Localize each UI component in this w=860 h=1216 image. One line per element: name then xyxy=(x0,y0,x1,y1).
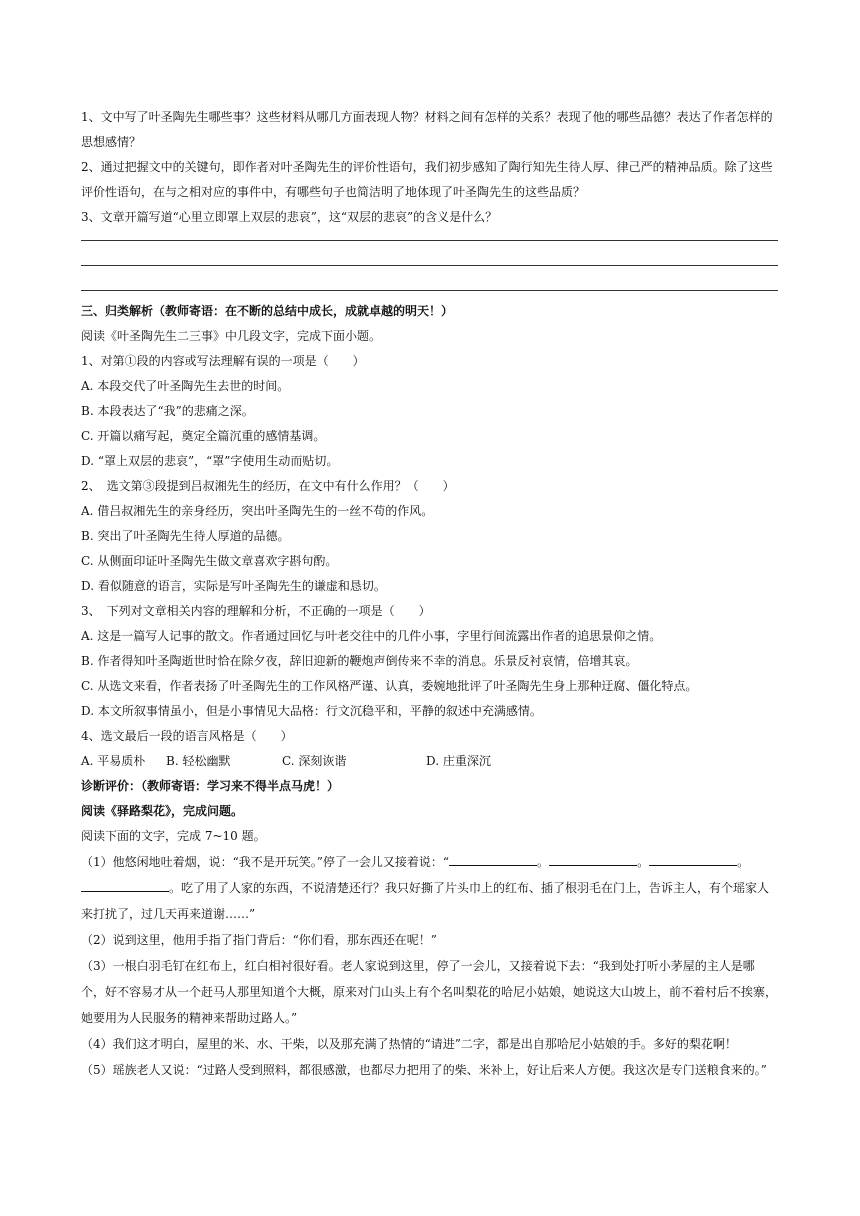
section-3-heading: 三、归类解析（教师寄语：在不断的总结中成长，成就卓越的明天！） xyxy=(81,304,454,318)
answer-line xyxy=(81,265,778,266)
passage-paragraph-4: （4）我们这才明白，屋里的米、水、干柴，以及那充满了热情的“请进”二字，都是出自那哈尼小姑娘的手。多好的梨花啊！ xyxy=(81,1037,737,1051)
mc-q4-option-c: C. 深刻诙谐 xyxy=(282,754,347,768)
answer-line xyxy=(81,240,778,241)
question-3: 3、文章开篇写道“心里立即罩上双层的悲哀”，这“双层的悲哀”的含义是什么？ xyxy=(81,210,498,224)
passage-paragraph-3: （3）一根白羽毛钉在红布上，红白相衬很好看。老人家说到这里，停了一会儿，又接着说下去：“我到处打听小茅屋的主人是哪个，好不容易才从一个赶马人那里知道个大概，原来对门山头上有个名叫梨花的哈尼小姑娘，她说这大山坡上，前不着村后不挨寨，她要用为人民服务的精神来帮助过路人。” xyxy=(81,959,778,1025)
answer-line xyxy=(81,290,778,291)
diagnosis-intro: 阅读下面的文字，完成 7~10 题。 xyxy=(81,829,266,843)
mc-q3-option-a: A. 这是一篇写人记事的散文。作者通过回忆与叶老交往中的几件小事，字里行间流露出作者的追思景仰之情。 xyxy=(81,629,662,643)
passage-paragraph-2: （2）说到这里，他用手指了指门背后：“你们看，那东西还在呢！” xyxy=(81,933,437,947)
mc-q1-option-a: A. 本段交代了叶圣陶先生去世的时间。 xyxy=(81,379,290,393)
passage-paragraph-1 xyxy=(81,849,778,927)
mc-q1-option-b: B. 本段表达了“我”的悲痛之深。 xyxy=(81,404,254,418)
fill-blank[interactable] xyxy=(549,853,637,866)
mc-q3-option-c: C. 从选文来看，作者表扬了叶圣陶先生的工作风格严谨、认真，委婉地批评了叶圣陶先生身上那种迂腐、僵化特点。 xyxy=(81,679,698,693)
mc-question-3: 3、 下列对文章相关内容的理解和分析，不正确的一项是（ ） xyxy=(81,604,431,618)
fill-blank[interactable] xyxy=(649,853,737,866)
mc-q3-option-d: D. 本文所叙事情虽小，但是小事情见大品格：行文沉稳平和，平静的叙述中充满感情。 xyxy=(81,704,542,718)
mc-question-1: 1、对第①段的内容或写法理解有误的一项是（ ） xyxy=(81,354,365,368)
mc-question-2: 2、 选文第③段提到吕叔湘先生的经历，在文中有什么作用？（ ） xyxy=(81,479,455,493)
question-1: 1、文中写了叶圣陶先生哪些事？这些材料从哪几方面表现人物？材料之间有怎样的关系？表现了他的哪些品德？表达了作者怎样的思想感情？ xyxy=(81,110,773,149)
mc-question-4: 4、选文最后一段的语言风格是（ ） xyxy=(81,729,293,743)
mc-q3-option-b: B. 作者得知叶圣陶逝世时恰在除夕夜，辞旧迎新的鞭炮声倒传来不幸的消息。乐景反衬哀情，倍增其哀。 xyxy=(81,654,638,668)
answer-lines xyxy=(81,230,778,299)
mc-q2-option-c: C. 从侧面印证叶圣陶先生做文章喜欢字斟句酌。 xyxy=(81,554,338,568)
mc-q1-option-d: D. “罩上双层的悲哀”，“罩”字使用生动而贴切。 xyxy=(81,454,339,468)
mc-q4-options xyxy=(81,749,778,774)
fill-blank[interactable] xyxy=(81,879,169,892)
blank-separator: 。 xyxy=(737,855,750,869)
blank-separator: 。 xyxy=(537,855,550,869)
diagnosis-subheading: 阅读《驿路梨花》，完成问题。 xyxy=(81,804,244,818)
mc-q4-option-a: A. 平易质朴 xyxy=(81,754,146,768)
question-2: 2、通过把握文中的关键句，即作者对叶圣陶先生的评价性语句，我们初步感知了陶行知先生待人厚、律己严的精神品质。除了这些评价性语句，在与之相对应的事件中，有哪些句子也简洁明了地体现了叶圣陶先生的这些品质？ xyxy=(81,160,773,199)
mc-q2-option-a: A. 借吕叔湘先生的亲身经历，突出叶圣陶先生的一丝不苟的作风。 xyxy=(81,504,434,518)
diagnosis-heading: 诊断评价：（教师寄语：学习来不得半点马虎！） xyxy=(81,779,340,793)
section-3-intro: 阅读《叶圣陶先生二三事》中几段文字，完成下面小题。 xyxy=(81,329,382,343)
page-content xyxy=(81,105,778,1083)
mc-q2-option-b: B. 突出了叶圣陶先生待人厚道的品德。 xyxy=(81,529,290,543)
passage-p1-end: 。吃了用了人家的东西，不说清楚还行？我只好撕了片头巾上的红布、插了根羽毛在门上，告诉主人，有个瑶家人来打扰了，过几天再来道谢……” xyxy=(81,881,770,921)
mc-q1-option-c: C. 开篇以痛写起，奠定全篇沉重的感情基调。 xyxy=(81,429,326,443)
blank-separator: 。 xyxy=(637,855,650,869)
fill-blank[interactable] xyxy=(449,853,537,866)
passage-p1-start: （1）他悠闲地吐着烟，说：“我不是开玩笑。”停了一会儿又接着说：“ xyxy=(81,855,450,869)
mc-q4-option-d: D. 庄重深沉 xyxy=(426,754,491,768)
mc-q4-option-b: B. 轻松幽默 xyxy=(166,754,231,768)
passage-paragraph-5: （5）瑶族老人又说：“过路人受到照料，都很感激，也都尽力把用了的柴、米补上，好让后来人方便。我这次是专门送粮食来的。” xyxy=(81,1063,767,1077)
mc-q2-option-d: D. 看似随意的语言，实际是写叶圣陶先生的谦虚和恳切。 xyxy=(81,579,386,593)
